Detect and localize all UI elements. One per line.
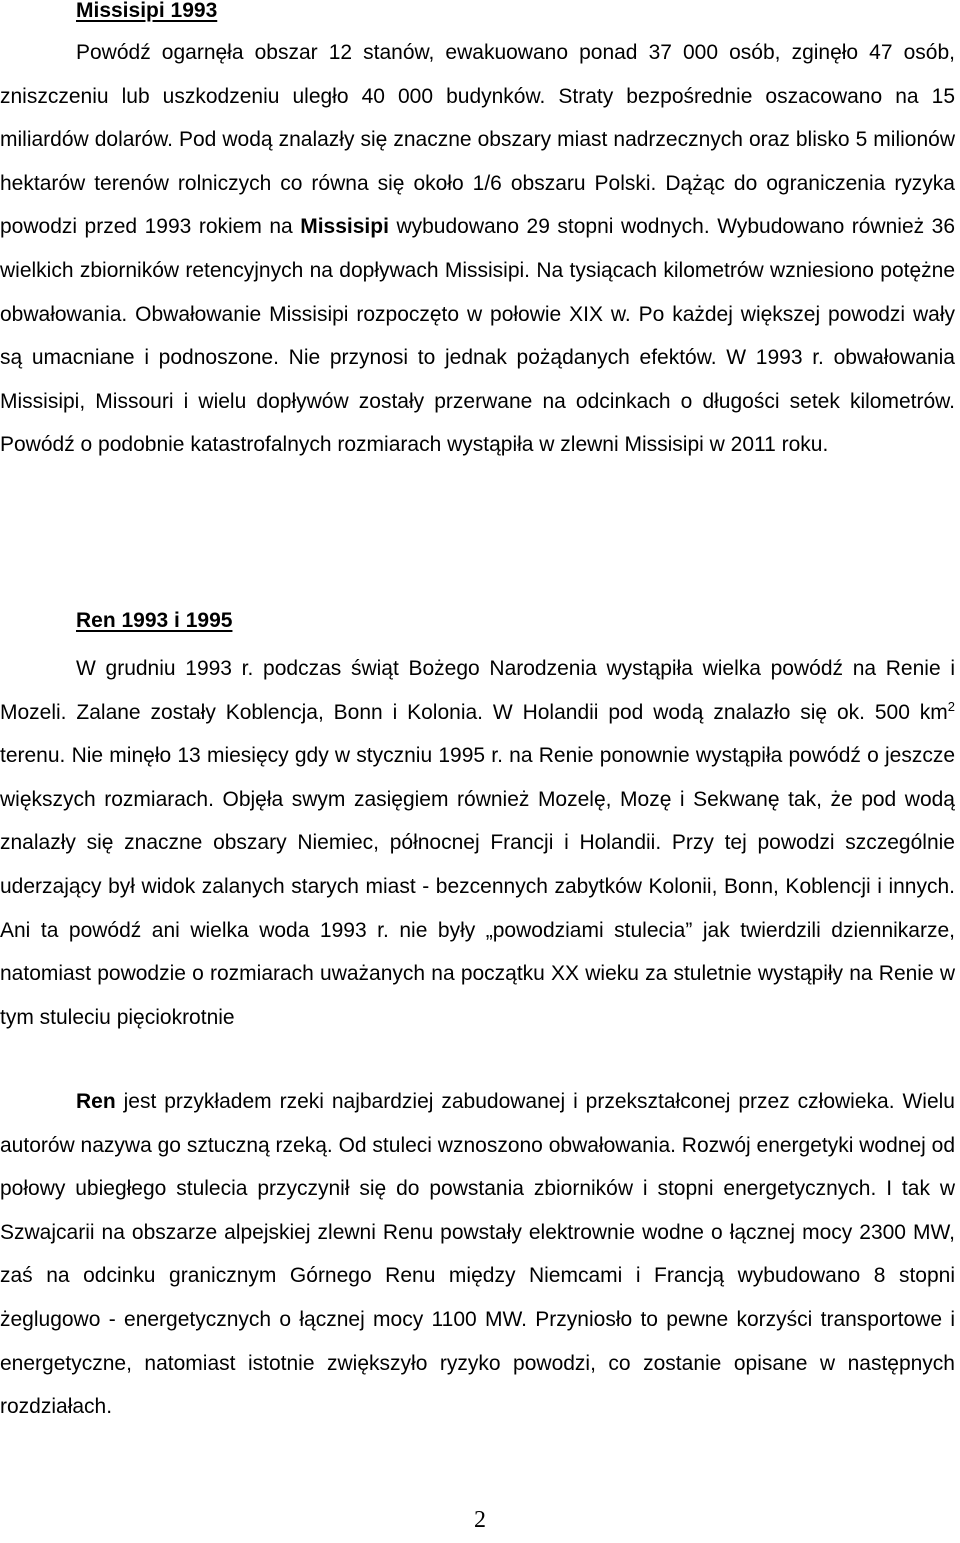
paragraph-text: jest przykładem rzeki najbardziej zabudowanej i przekształconej przez człowieka. Wielu autorów nazywa go sztuczną rzeką. Od stuleci wznoszono obwałowania. Rozwój energetyki wodnej od połowy ubiegłego stulecia przyczynił się do powstania zbiorników i stopni energetycznych. I tak w Szwajcarii na obszarze alpejskiej zlewni Renu powstały elektrownie wodne o łącznej mocy 2300 MW, zaś na odcinku granicznym Górnego Renu między Niemcami i Francją wybudowano 8 stopni żeglugowo - energetycznych o łącznej mocy 1100 MW. Przyniosło to pewne korzyści transportowe i energetyczne, natomiast istotnie zwiększyło ryzyko powodzi, co zostanie opisane w następnych rozdziałach. [0,1090,955,1419]
page-number: 2 [474,1507,486,1533]
paragraph-text: Powódź ogarnęła obszar 12 stanów, ewakuowano ponad 37 000 osób, zginęło 47 osób, zniszczeniu lub uszkodzeniu uległo 40 000 budynków. Straty bezpośrednie oszacowano na 15 miliardów dolarów. Pod wodą znalazły się znaczne obszary miast nadrzecznych oraz blisko 5 milionów hektarów terenów rolniczych co równa się około 1/6 obszaru Polski. Dążąc do ograniczenia ryzyka powodzi przed 1993 rokiem na [0,41,955,239]
paragraph-missisipi [0,31,955,467]
paragraph-ren-floods [0,647,955,1039]
bold-term-missisipi: Missisipi [300,215,389,239]
paragraph-text: terenu. Nie minęło 13 miesięcy gdy w styczniu 1995 r. na Renie ponownie wystąpiła powódź o jeszcze większych rozmiarach. Objęła swym zasięgiem również Mozelę, Mozę i Sekwanę tak, że pod wodą znalazły się znaczne obszary Niemiec, północnej Francji i Holandii. Przy tej powodzi szczególnie uderzający był widok zalanych starych miast - bezcennych zabytków Kolonii, Bonn, Koblencji i innych. Ani ta powódź ani wielka woda 1993 r. nie były „powodziami stulecia” jak twierdzili dziennikarze, natomiast powodzie o rozmiarach uważanych na początku XX wieku za stuletnie wystąpiły na Renie w tym stuleciu pięciokrotnie [0,744,955,1029]
section-title-missisipi: Missisipi 1993 [76,0,218,22]
paragraph-text: W grudniu 1993 r. podczas świąt Bożego Narodzenia wystąpiła wielka powódź na Renie i Mozeli. Zalane zostały Koblencja, Bonn i Kolonia. W Holandii pod wodą znalazło się ok. 500 km [0,657,955,724]
paragraph-ren-regulation [0,1080,955,1429]
superscript: 2 [947,698,955,714]
section-title-ren: Ren 1993 i 1995 [76,609,233,632]
paragraph-text: wybudowano 29 stopni wodnych. Wybudowano również 36 wielkich zbiorników retencyjnych na dopływach Missisipi. Na tysiącach kilometrów wzniesiono potężne obwałowania. Obwałowanie Missisipi rozpoczęto w połowie XIX w. Po każdej większej powodzi wały są umacniane i podnoszone. Nie przynosi to jednak pożądanych efektów. W 1993 r. obwałowania Missisipi, Missouri i wielu dopływów zostały przerwane na odcinkach o długości setek kilometrów. Powódź o podobnie katastrofalnych rozmiarach wystąpiła w zlewni Missisipi w 2011 roku. [0,215,955,457]
bold-term-ren: Ren [76,1090,116,1113]
